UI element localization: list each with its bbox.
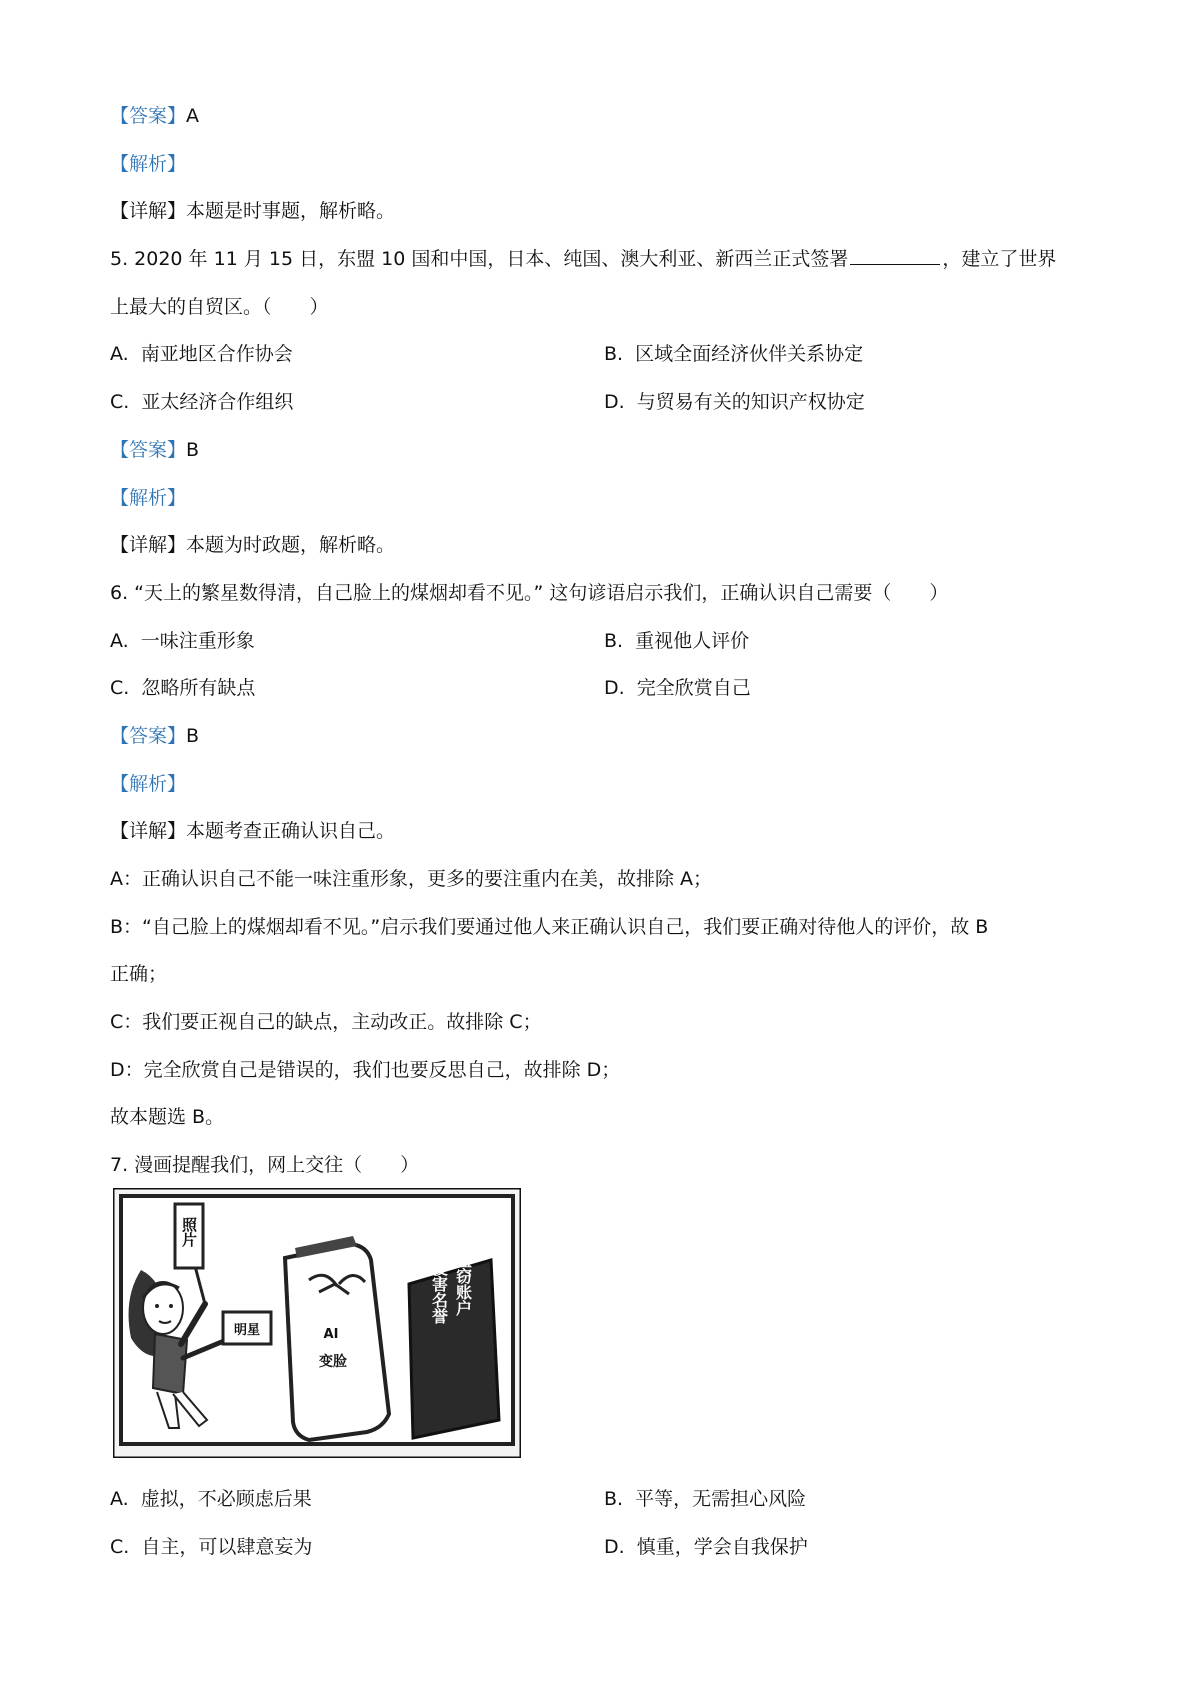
- phone-face-text: 变脸: [319, 1354, 347, 1370]
- q6-explanation-a: A：正确认识自己不能一味注重形象，更多的要注重内在美，故排除 A；: [110, 868, 713, 890]
- q6-explanation-c: C：我们要正视自己的缺点，主动改正。故排除 C；: [110, 1011, 542, 1033]
- q4-answer-line: [110, 102, 199, 130]
- option-label: C.: [110, 1536, 130, 1558]
- option-text: 重视他人评价: [635, 630, 750, 652]
- answer-tag: 【答案】: [110, 439, 187, 461]
- option-label: D.: [604, 677, 625, 699]
- option-label: C.: [110, 391, 130, 413]
- q5-stem-part1: 5. 2020 年 11 月 15 日，东盟 10 国和中国，日本、纯国、澳大利亚、新西兰正式签署: [110, 248, 849, 270]
- option-label: A.: [110, 630, 129, 652]
- q5-stem-part2: ，建立了世界: [942, 248, 1057, 270]
- q7-option-a: [110, 1485, 312, 1513]
- q5-stem-line1: [110, 245, 1056, 273]
- q5-stem-line2: 上最大的自贸区。（ ）: [110, 296, 329, 318]
- option-text: 慎重，学会自我保护: [636, 1536, 808, 1558]
- q5-option-a: [110, 340, 293, 368]
- detail-tag: 【详解】: [110, 534, 187, 556]
- option-text: 一味注重形象: [140, 630, 255, 652]
- option-text: 忽略所有缺点: [141, 677, 256, 699]
- q5-option-c: [110, 388, 293, 416]
- option-label: B.: [604, 343, 624, 365]
- option-label: D.: [604, 391, 625, 413]
- star-sign-text: 明星: [233, 1323, 261, 1338]
- answer-value: B: [186, 725, 200, 747]
- q7-option-b: [604, 1485, 806, 1513]
- q5-answer-line: [110, 436, 199, 464]
- phone-ai-text: AI: [323, 1327, 339, 1342]
- q7-stem: 7. 漫画提醒我们，网上交往（ ）: [110, 1154, 420, 1176]
- cartoon-image: [113, 1188, 521, 1458]
- option-label: A.: [110, 343, 129, 365]
- answer-tag: 【答案】: [110, 105, 187, 127]
- option-text: 南亚地区合作协会: [140, 343, 293, 365]
- q6-stem: 6. “天上的繁星数得清，自己脸上的煤烟却看不见。” 这句谚语启示我们，正确认识自己需要（ ）: [110, 582, 949, 604]
- answer-value: B: [186, 439, 200, 461]
- q7-option-d: [604, 1533, 808, 1561]
- q4-analysis-tag: 【解析】: [110, 153, 187, 175]
- option-label: D.: [604, 1536, 625, 1558]
- q6-explanation-b: B：“自己脸上的煤烟却看不见。”启示我们要通过他人来正确认识自己，我们要正确对待他人的评价，故 B: [110, 916, 989, 938]
- option-text: 自主，可以肆意妄为: [141, 1536, 313, 1558]
- option-text: 虚拟，不必顾虑后果: [140, 1488, 312, 1510]
- q6-detail-line: [110, 817, 395, 845]
- option-text: 亚太经济合作组织: [141, 391, 294, 413]
- option-label: B.: [604, 1488, 624, 1510]
- detail-text: 本题考查正确认识自己。: [186, 820, 396, 842]
- option-text: 与贸易有关的知识产权协定: [636, 391, 865, 413]
- detail-text: 本题为时政题，解析略。: [186, 534, 396, 556]
- option-label: B.: [604, 630, 624, 652]
- answer-tag: 【答案】: [110, 725, 187, 747]
- option-label: A.: [110, 1488, 129, 1510]
- board-text-col1: 盗窃账户: [453, 1252, 473, 1316]
- answer-value: A: [186, 105, 200, 127]
- q6-option-c: [110, 674, 255, 702]
- q6-option-a: [110, 627, 255, 655]
- q5-analysis-tag: 【解析】: [110, 487, 187, 509]
- q6-answer-line: [110, 722, 199, 750]
- q4-detail-line: [110, 197, 395, 225]
- answer-blank: [850, 246, 940, 265]
- q6-explanation-d: D：完全欣赏自己是错误的，我们也要反思自己，故排除 D；: [110, 1059, 621, 1081]
- q6-explanation-b-cont: 正确；: [110, 963, 168, 985]
- q6-conclusion: 故本题选 B。: [110, 1106, 225, 1128]
- detail-text: 本题是时事题，解析略。: [186, 200, 396, 222]
- q6-analysis-tag: 【解析】: [110, 773, 187, 795]
- detail-tag: 【详解】: [110, 820, 187, 842]
- option-label: C.: [110, 677, 130, 699]
- q6-option-b: [604, 627, 749, 655]
- q7-option-c: [110, 1533, 312, 1561]
- q5-option-d: [604, 388, 865, 416]
- option-text: 区域全面经济伙伴关系协定: [635, 343, 864, 365]
- detail-tag: 【详解】: [110, 200, 187, 222]
- q5-detail-line: [110, 531, 395, 559]
- option-text: 完全欣赏自己: [636, 677, 751, 699]
- q5-option-b: [604, 340, 863, 368]
- option-text: 平等，无需担心风险: [635, 1488, 807, 1510]
- q6-option-d: [604, 674, 751, 702]
- photo-sign-text: 照片: [180, 1217, 198, 1247]
- board-text-col2: 侵害名誉: [429, 1260, 449, 1324]
